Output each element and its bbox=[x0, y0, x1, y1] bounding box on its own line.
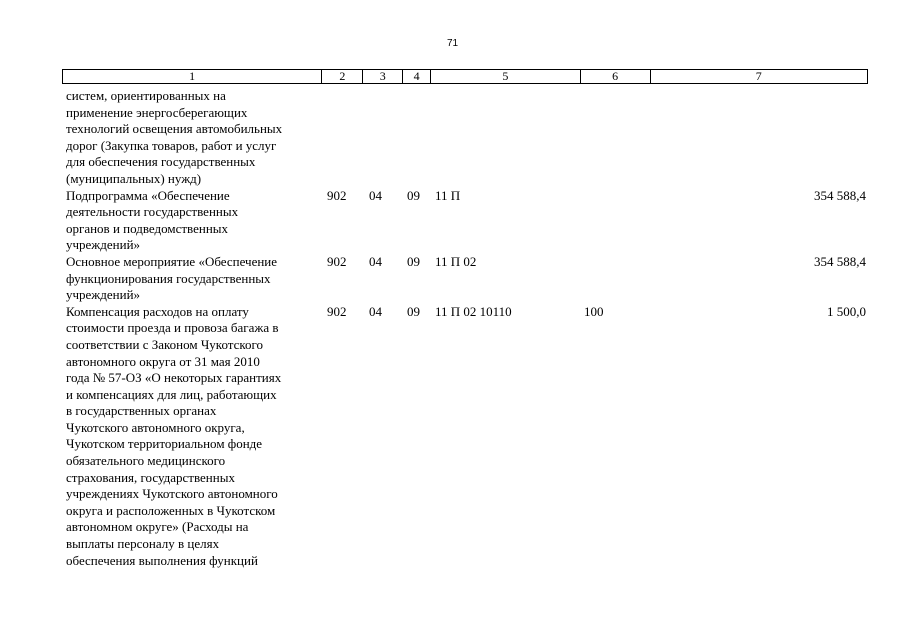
cell-admin-code: 902 bbox=[327, 253, 347, 269]
description-line: дорог (Закупка товаров, работ и услуг bbox=[66, 137, 277, 153]
table-row bbox=[62, 254, 868, 304]
description-line: стоимости проезда и провоза багажа в bbox=[66, 320, 279, 336]
description-line: Подпрограмма «Обеспечение bbox=[66, 187, 230, 203]
cell-section bbox=[363, 88, 403, 188]
cell-admin-code: 902 bbox=[327, 303, 347, 319]
page-number: 71 bbox=[446, 38, 459, 49]
description-line: для обеспечения государственных bbox=[66, 154, 256, 170]
description-line: округа и расположенных в Чукотском bbox=[66, 502, 276, 518]
description-line: выплаты персоналу в целях bbox=[66, 536, 220, 552]
description-line: Чукотском территориальном фонде bbox=[66, 436, 263, 452]
description-line: автономном округе» (Расходы на bbox=[66, 519, 249, 535]
description-line: систем, ориентированных на bbox=[66, 88, 226, 103]
description-line: органов и подведомственных bbox=[66, 220, 229, 236]
description-line: технологий освещения автомобильных bbox=[66, 121, 283, 137]
description-line: обеспечения выполнения функций bbox=[66, 552, 258, 568]
cell-subsection: 09 bbox=[407, 187, 420, 203]
table-row bbox=[62, 88, 868, 188]
description-line: в государственных органах bbox=[66, 403, 217, 419]
description-line: функционирования государственных bbox=[66, 270, 271, 286]
description-line: страхования, государственных bbox=[66, 469, 235, 485]
column-header-6: 6 bbox=[581, 70, 651, 83]
description-line: применение энергосберегающих bbox=[66, 104, 248, 120]
cell-target-item bbox=[431, 88, 581, 188]
row-description bbox=[62, 188, 322, 254]
description-line: (муниципальных) нужд) bbox=[66, 170, 202, 186]
cell-expense-type: 100 bbox=[584, 303, 604, 319]
description-line: Основное мероприятие «Обеспечение bbox=[66, 253, 278, 269]
description-line: автономного округа от 31 мая 2010 bbox=[66, 353, 260, 369]
cell-admin-code bbox=[322, 88, 363, 188]
description-line: и компенсациях для лиц, работающих bbox=[66, 386, 277, 402]
table-row bbox=[62, 188, 868, 254]
description-line: обязательного медицинского bbox=[66, 453, 226, 469]
cell-admin-code: 902 bbox=[327, 187, 347, 203]
column-header-4: 4 bbox=[403, 70, 431, 83]
row-description bbox=[62, 88, 322, 188]
cell-subsection bbox=[403, 88, 431, 188]
cell-amount: 354 588,4 bbox=[814, 253, 866, 269]
cell-section: 04 bbox=[369, 253, 382, 269]
column-header-2: 2 bbox=[322, 70, 363, 83]
cell-expense-type bbox=[581, 88, 651, 188]
column-header-7: 7 bbox=[755, 69, 762, 83]
description-line: Чукотского автономного округа, bbox=[66, 419, 245, 435]
column-header-5: 5 bbox=[431, 70, 581, 83]
cell-expense-type bbox=[581, 188, 651, 254]
description-line: учреждений» bbox=[66, 287, 141, 303]
cell-target-item: 11 П 02 bbox=[435, 253, 477, 269]
cell-amount: 354 588,4 bbox=[814, 187, 866, 203]
cell-subsection: 09 bbox=[407, 253, 420, 269]
table-body bbox=[62, 88, 868, 569]
cell-section: 04 bbox=[369, 187, 382, 203]
cell-amount: 1 500,0 bbox=[827, 303, 866, 319]
cell-subsection: 09 bbox=[407, 303, 420, 319]
description-line: деятельности государственных bbox=[66, 204, 239, 220]
cell-target-item: 11 П 02 10110 bbox=[435, 303, 512, 319]
description-line: года № 57-ОЗ «О некоторых гарантиях bbox=[66, 370, 282, 386]
description-line: учреждениях Чукотского автономного bbox=[66, 486, 278, 502]
column-header-3: 3 bbox=[363, 70, 403, 83]
description-line: Компенсация расходов на оплату bbox=[66, 303, 249, 319]
cell-expense-type bbox=[581, 254, 651, 304]
row-description bbox=[62, 304, 322, 570]
description-line: соответствии с Законом Чукотского bbox=[66, 336, 264, 352]
description-line: учреждений» bbox=[66, 237, 141, 253]
cell-amount bbox=[651, 88, 868, 188]
cell-target-item: 11 П bbox=[435, 187, 461, 203]
row-description bbox=[62, 254, 322, 304]
column-header-1: 1 bbox=[63, 70, 322, 83]
cell-section: 04 bbox=[369, 303, 382, 319]
table-row bbox=[62, 304, 868, 570]
table-header-row bbox=[62, 69, 868, 84]
